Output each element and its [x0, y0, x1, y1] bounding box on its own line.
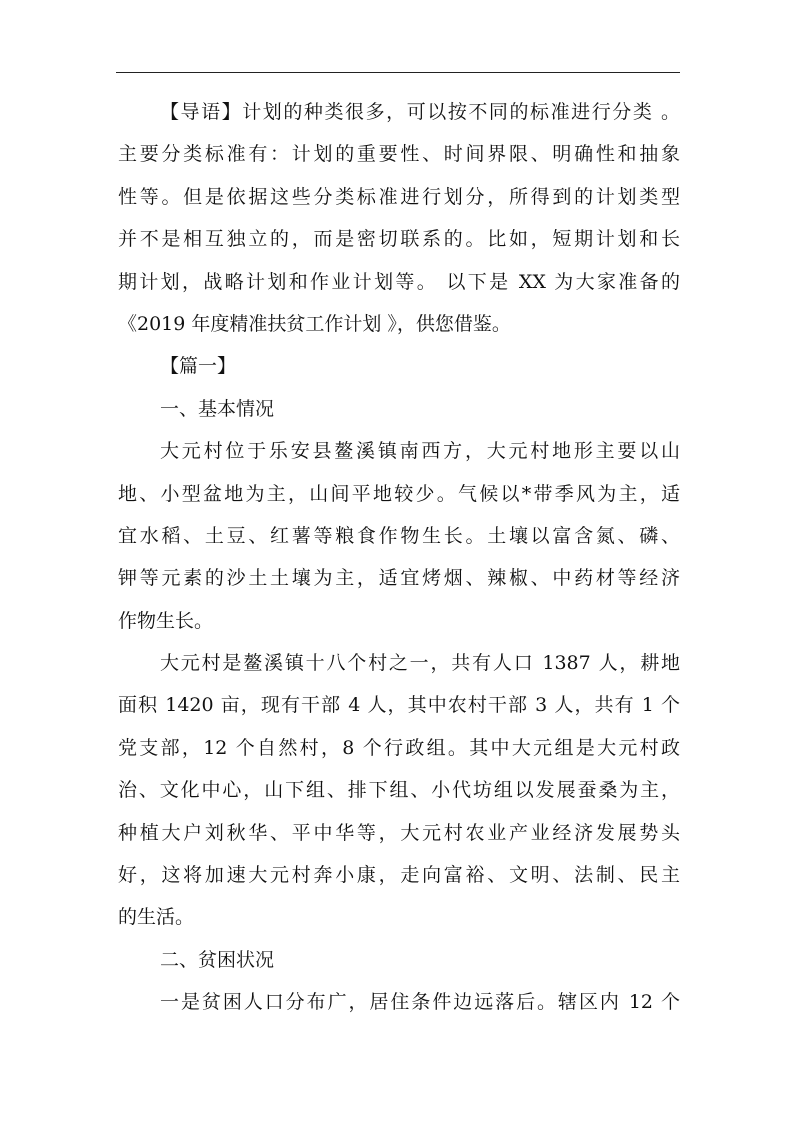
- paragraph-2-line-3: 党支部，12 个自然村，8 个行政组。其中大元组是大元村政: [118, 736, 680, 759]
- intro-line-6: 《2019 年度精准扶贫工作计划 》，供您借鉴。: [118, 312, 511, 335]
- paragraph-2-line-7: 的生活。: [118, 906, 195, 929]
- header-rule: [116, 72, 680, 73]
- subheading-poverty-situation: 二、贫困状况: [160, 948, 275, 971]
- paragraph-2-line-6: 好，这将加速大元村奔小康，走向富裕、文明、法制、民主: [118, 864, 680, 887]
- intro-line-2: 主要分类标准有：计划的重要性、时间界限、明确性和抽象: [118, 143, 680, 166]
- intro-line-4: 并不是相互独立的，而是密切联系的。比如，短期计划和长: [118, 228, 680, 251]
- paragraph-1-line-3: 宜水稻、土豆、红薯等粮食作物生长。土壤以富含氮、磷、: [118, 524, 680, 547]
- paragraph-1-line-5: 作物生长。: [118, 609, 214, 632]
- intro-line-3: 性等。但是依据这些分类标准进行划分，所得到的计划类型: [118, 185, 680, 208]
- paragraph-2-line-4: 治、文化中心，山下组、排下组、小代坊组以发展蚕桑为主，: [118, 779, 680, 802]
- paragraph-1-line-4: 钾等元素的沙土土壤为主，适宜烤烟、辣椒、中药材等经济: [118, 567, 680, 590]
- intro-line-5: 期计划，战略计划和作业计划等。 以下是 XX 为大家准备的: [118, 270, 680, 293]
- paragraph-2-line-1: 大元村是鳌溪镇十八个村之一，共有人口 1387 人，耕地: [160, 652, 680, 675]
- subheading-basic-situation: 一、基本情况: [160, 397, 275, 420]
- document-body: [118, 91, 680, 1024]
- paragraph-2-line-2: 面积 1420 亩，现有干部 4 人，其中农村干部 3 人，共有 1 个: [118, 694, 680, 717]
- paragraph-3-line-1: 一是贫困人口分布广，居住条件边远落后。辖区内 12 个: [160, 991, 680, 1014]
- paragraph-2-line-5: 种植大户刘秋华、平中华等，大元村农业产业经济发展势头: [118, 821, 680, 844]
- paragraph-1-line-1: 大元村位于乐安县鳌溪镇南西方，大元村地形主要以山: [160, 440, 680, 463]
- paragraph-1-line-2: 地、小型盆地为主，山间平地较少。气候以*带季风为主，适: [118, 482, 680, 505]
- intro-line-1: 【导语】计划的种类很多，可以按不同的标准进行分类 。: [160, 101, 680, 123]
- section-heading-part-one: 【篇一】: [160, 355, 237, 378]
